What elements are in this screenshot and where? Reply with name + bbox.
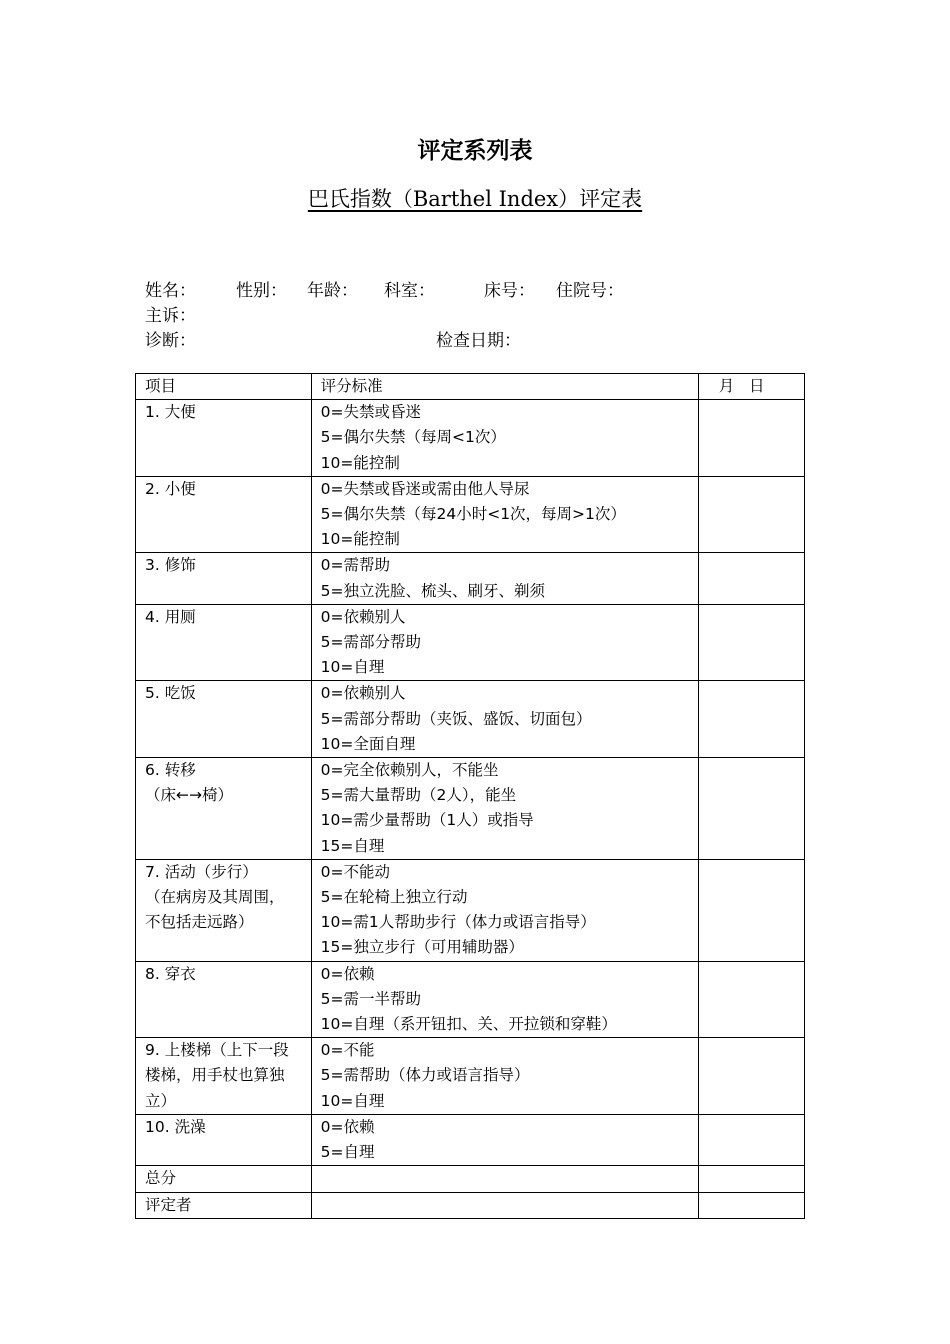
table-header-row (136, 374, 805, 400)
table-row (136, 553, 805, 604)
criteria-cell (311, 1114, 698, 1165)
criteria-text: 5=偶尔失禁（每周<1次） (320, 428, 506, 447)
bed-label: 床号： (484, 281, 535, 301)
criteria-text: 10=需1人帮助步行（体力或语言指导） (320, 913, 596, 932)
criteria-text: 5=偶尔失禁（每24小时<1次，每周>1次） (320, 505, 626, 524)
item-text: 1. 大便 (145, 403, 196, 422)
criteria-text: 5=需一半帮助 (320, 989, 421, 1008)
item-text: 不包括走远路） (145, 913, 254, 932)
criteria-text: 0=失禁或昏迷或需由他人导尿 (320, 479, 530, 498)
criteria-text: 10=自理 (320, 658, 385, 677)
criteria-text: 10=需少量帮助（1人）或指导 (320, 811, 534, 830)
criteria-text: 5=需大量帮助（2人），能坐 (320, 786, 517, 805)
criteria-text: 0=依赖 (320, 964, 375, 983)
score-cell[interactable] (698, 961, 804, 1038)
score-cell[interactable] (698, 553, 804, 604)
criteria-text: 5=独立洗脸、梳头、刷牙、剃须 (320, 581, 545, 600)
criteria-text: 10=自理 (320, 1091, 385, 1110)
criteria-text: 5=自理 (320, 1143, 375, 1162)
item-cell (136, 681, 312, 758)
score-cell[interactable] (698, 859, 804, 961)
table-row (136, 604, 805, 681)
item-cell (136, 859, 312, 961)
score-cell[interactable] (698, 604, 804, 681)
item-text: 立） (145, 1091, 177, 1110)
criteria-text: 0=完全依赖别人，不能坐 (320, 761, 499, 780)
item-cell (136, 961, 312, 1038)
criteria-text: 0=依赖 (320, 1117, 375, 1136)
gender-label: 性别： (236, 281, 287, 301)
table-row (136, 1114, 805, 1165)
criteria-text: 5=需帮助（体力或语言指导） (320, 1066, 530, 1085)
form-subtitle-text: 巴氏指数（Barthel Index）评定表 (307, 187, 643, 211)
item-cell (136, 604, 312, 681)
item-text: 4. 用厕 (145, 607, 196, 626)
table-row (136, 758, 805, 860)
criteria-text: 15=独立步行（可用辅助器） (320, 938, 524, 957)
item-text: 2. 小便 (145, 479, 196, 498)
item-text: 10. 洗澡 (145, 1117, 206, 1136)
criteria-cell (311, 961, 698, 1038)
criteria-text: 10=自理（系开钮扣、关、开拉锁和穿鞋） (320, 1015, 617, 1034)
criteria-cell (311, 1192, 698, 1218)
item-cell (136, 758, 312, 860)
diagnosis-label: 诊断： (145, 331, 196, 351)
criteria-cell (311, 1038, 698, 1115)
item-cell (136, 1192, 312, 1218)
criteria-text: 0=需帮助 (320, 556, 390, 575)
score-cell[interactable] (698, 1192, 804, 1218)
item-text: 3. 修饰 (145, 556, 196, 575)
item-text: （在病房及其周围， (145, 888, 285, 907)
header-date: 月 日 (698, 374, 804, 400)
criteria-text: 15=自理 (320, 836, 385, 855)
table-row (136, 1038, 805, 1115)
score-cell[interactable] (698, 1038, 804, 1115)
criteria-text: 5=在轮椅上独立行动 (320, 888, 468, 907)
score-cell[interactable] (698, 758, 804, 860)
criteria-text: 0=依赖别人 (320, 684, 406, 703)
header-criteria: 评分标准 (311, 374, 698, 400)
table-row (136, 859, 805, 961)
name-label: 姓名： (145, 281, 196, 301)
department-label: 科室： (384, 281, 435, 301)
item-text: （床←→椅） (145, 786, 233, 805)
item-cell (136, 1166, 312, 1192)
criteria-text: 5=需部分帮助 (320, 633, 421, 652)
item-text: 总分 (145, 1169, 177, 1188)
table-row (136, 1166, 805, 1192)
criteria-cell (311, 758, 698, 860)
table-row (136, 400, 805, 477)
item-cell (136, 476, 312, 553)
item-cell (136, 1114, 312, 1165)
score-cell[interactable] (698, 400, 804, 477)
item-text: 6. 转移 (145, 761, 196, 780)
criteria-text: 0=不能动 (320, 862, 390, 881)
criteria-cell (311, 476, 698, 553)
criteria-cell (311, 604, 698, 681)
item-cell (136, 400, 312, 477)
exam-date-label: 检查日期： (436, 331, 521, 351)
criteria-text: 10=能控制 (320, 530, 400, 549)
form-title: 评定系列表 (417, 138, 533, 164)
complaint-label: 主诉： (145, 306, 196, 326)
item-text: 评定者 (145, 1195, 192, 1214)
criteria-text: 0=依赖别人 (320, 607, 406, 626)
header-item: 项目 (136, 374, 312, 400)
age-label: 年龄： (307, 281, 358, 301)
criteria-cell (311, 553, 698, 604)
criteria-text: 0=不能 (320, 1041, 375, 1060)
criteria-cell (311, 859, 698, 961)
score-cell[interactable] (698, 476, 804, 553)
item-text: 5. 吃饭 (145, 684, 196, 703)
score-cell[interactable] (698, 681, 804, 758)
criteria-cell (311, 681, 698, 758)
form-subtitle (0, 183, 950, 213)
criteria-text: 10=能控制 (320, 453, 400, 472)
table-row (136, 961, 805, 1038)
admission-no-label: 住院号： (556, 281, 624, 301)
item-cell (136, 553, 312, 604)
item-cell (136, 1038, 312, 1115)
criteria-text: 5=需部分帮助（夹饭、盛饭、切面包） (320, 709, 592, 728)
criteria-text: 10=全面自理 (320, 734, 416, 753)
barthel-table (135, 373, 805, 1219)
item-text: 7. 活动（步行） (145, 862, 258, 881)
table-row (136, 476, 805, 553)
criteria-cell (311, 400, 698, 477)
item-text: 8. 穿衣 (145, 964, 196, 983)
item-text: 9. 上楼梯（上下一段 (145, 1041, 289, 1060)
score-cell[interactable] (698, 1166, 804, 1192)
criteria-text: 0=失禁或昏迷 (320, 403, 421, 422)
table-row (136, 1192, 805, 1218)
table-row (136, 681, 805, 758)
criteria-cell (311, 1166, 698, 1192)
score-cell[interactable] (698, 1114, 804, 1165)
item-text: 楼梯，用手杖也算独 (145, 1066, 285, 1085)
